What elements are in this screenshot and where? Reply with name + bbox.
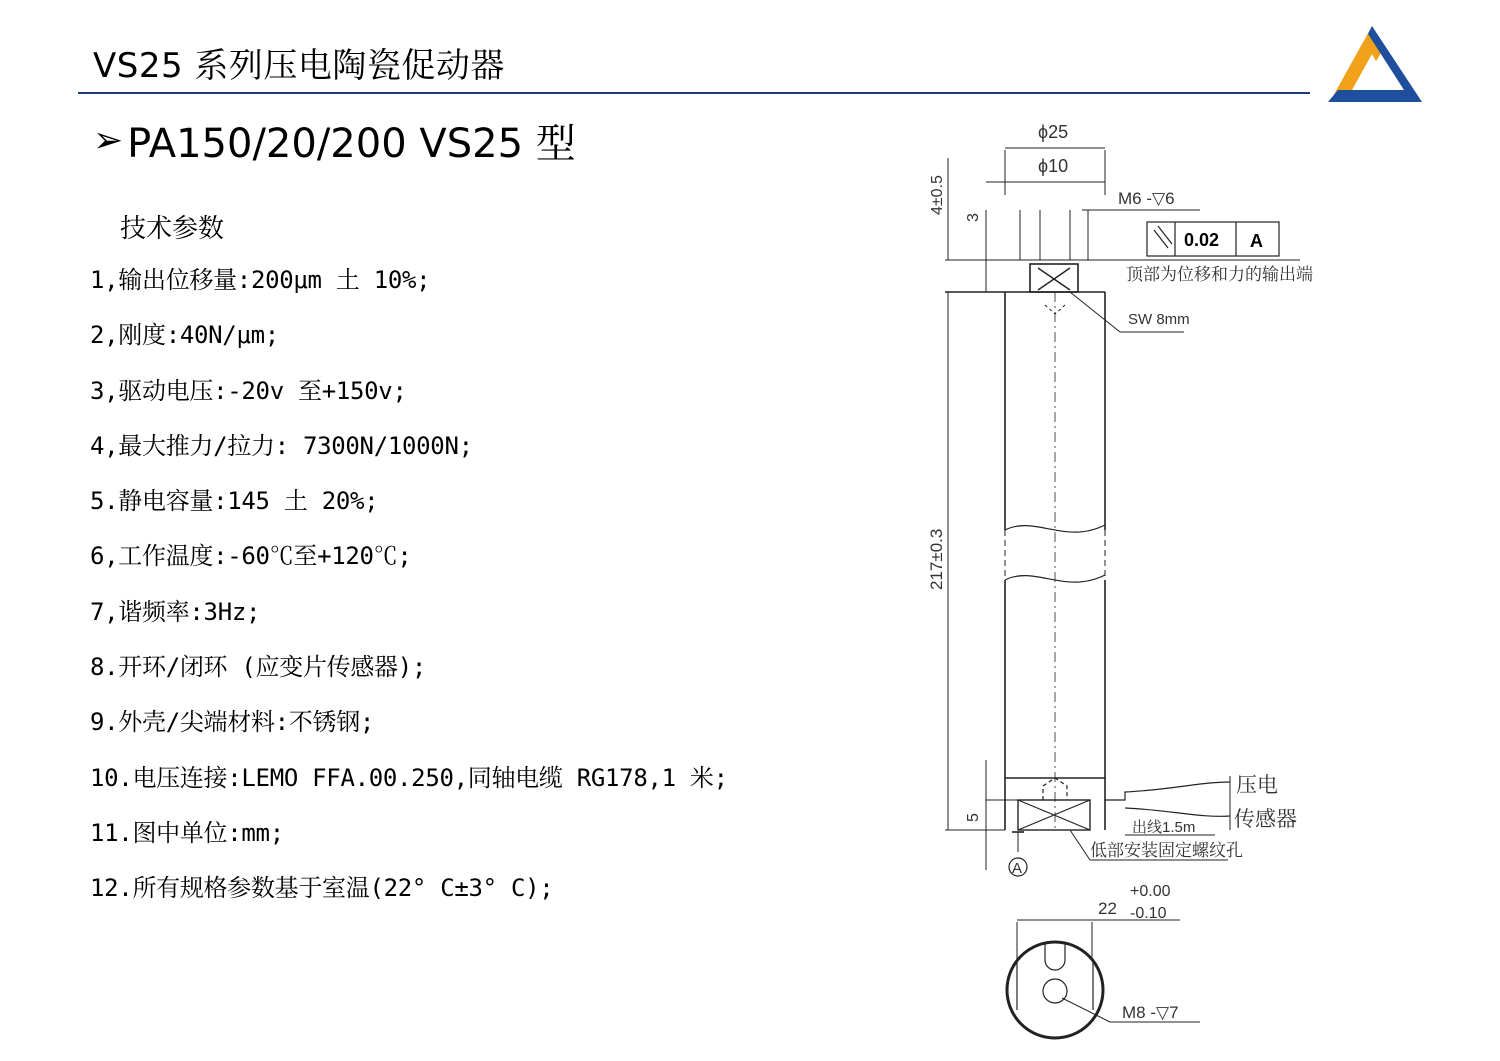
dim-5: 5 — [965, 813, 982, 822]
spec-item: 11.图中单位:mm; — [90, 818, 284, 847]
sensor-cable — [1105, 782, 1230, 816]
spec-item: 6,工作温度:-60℃至+120℃; — [90, 542, 412, 571]
page-title: VS25 系列压电陶瓷促动器 — [93, 46, 505, 86]
model-name: PA150/20/200 VS25 型 — [127, 121, 576, 167]
spec-item: 5.静电容量:145 土 20%; — [90, 487, 379, 516]
width-nominal: 22 — [1098, 899, 1117, 918]
spec-item: 9.外壳/尖端材料:不锈钢; — [90, 708, 375, 737]
tolerance-value: 0.02 — [1184, 230, 1220, 250]
width-tolerance-lower: -0.10 — [1130, 905, 1167, 922]
spec-section-heading: 技术参数 — [120, 214, 225, 244]
bottom-view-hole — [1043, 979, 1067, 1003]
sensor-label-2: 传感器 — [1234, 808, 1297, 831]
spec-list — [90, 264, 728, 928]
bullet-arrow-icon: ➢ — [93, 120, 124, 161]
model-title — [93, 112, 576, 169]
cable-length: 出线1.5m — [1132, 819, 1196, 836]
spec-item: 10.电压连接:LEMO FFA.00.250,同轴电缆 RG178,1 米; — [90, 763, 728, 792]
bottom-view-outer — [1007, 942, 1103, 1038]
datum-reference: A — [1250, 231, 1263, 251]
spec-item: 7,谐频率:3Hz; — [90, 597, 261, 626]
dim-inner-diameter: ϕ10 — [1038, 156, 1069, 176]
spec-item: 2,刚度:40N/μm; — [90, 321, 279, 350]
spec-item: 4,最大推力/拉力: 7300N/1000N; — [90, 431, 473, 460]
dim-3: 3 — [965, 213, 982, 222]
dim-top-height: 4±0.5 — [929, 175, 946, 215]
width-tolerance-upper: +0.00 — [1130, 883, 1171, 900]
thread-bottom-label: M8 -▽7 — [1122, 1003, 1179, 1022]
spec-item: 3,驱动电压:-20v 至+150v; — [90, 376, 407, 405]
wrench-size-label: SW 8mm — [1128, 311, 1190, 328]
header-divider — [78, 92, 1310, 94]
spec-item: 1,输出位移量:200μm 土 10%; — [90, 266, 431, 294]
dim-outer-diameter: ϕ25 — [1038, 122, 1069, 142]
datum-symbol-letter: A — [1012, 860, 1023, 877]
top-end-note: 顶部为位移和力的输出端 — [1126, 265, 1313, 284]
spec-item: 8.开环/闭环 (应变片传感器); — [90, 653, 427, 682]
sensor-label-1: 压电 — [1236, 774, 1278, 797]
thread-top-label: M6 -▽6 — [1118, 189, 1175, 208]
technical-drawing — [900, 110, 1320, 1061]
wrench-flat — [1030, 264, 1078, 292]
company-logo — [1322, 18, 1426, 104]
parallelism-icon — [1154, 230, 1168, 248]
spec-item: 12.所有规格参数基于室温(22° C±3° C); — [90, 874, 554, 903]
bottom-mount-note: 低部安装固定螺纹孔 — [1090, 841, 1243, 860]
dim-overall-length: 217±0.3 — [927, 528, 946, 590]
